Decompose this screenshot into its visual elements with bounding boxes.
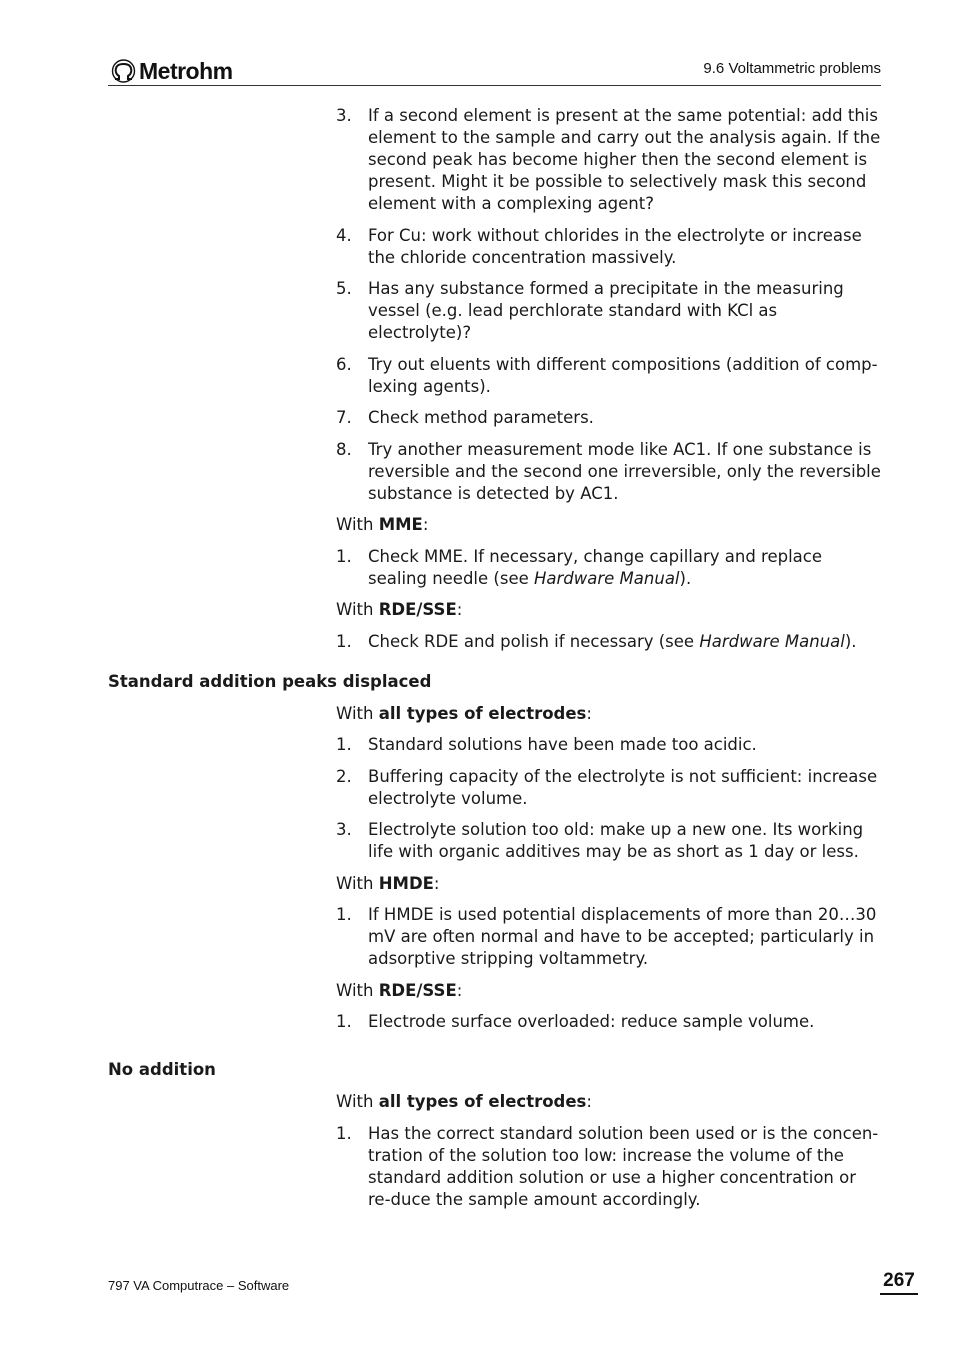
with-hmde-label: With HMDE:: [336, 873, 440, 893]
item-number: 7.: [336, 408, 352, 427]
page-content: [108, 105, 881, 1220]
item-number: 1.: [336, 905, 352, 924]
header-divider: [108, 85, 881, 86]
item-number: 1.: [336, 1012, 352, 1031]
item-number: 1.: [336, 546, 352, 566]
with-all-types-label: With all types of electrodes:: [336, 703, 592, 723]
top-list: [336, 105, 881, 653]
list-item: [336, 407, 881, 429]
item-number: 3.: [336, 820, 352, 839]
with-all-types-label: With all types of electrodes:: [336, 1092, 592, 1111]
omega-logo-icon: [110, 58, 137, 84]
item-text: Has the correct standard solution been used or is the concen-tration of the solution too low: increase the volume of the standard addition solution or use a higher concentration or re-duce the sample amount accordingly.: [368, 1123, 879, 1209]
item-text: Try another measurement mode like AC1. If one substance is reversible and the second one irreversible, only the reversible substance is detected by AC1.: [368, 439, 881, 503]
item-text: If a second element is present at the same potential: add this element to the sample and carry out the analysis again. If the second peak has become higher then the second element is present. Might it be possible to selectively mask this second element with a complexing agent?: [368, 106, 881, 213]
list-item: [336, 1011, 881, 1033]
item-text: For Cu: work without chlorides in the electrolyte or increase the chloride concentration massively.: [368, 225, 862, 267]
list-item: [336, 904, 881, 970]
with-mme-label: With MME:: [336, 515, 429, 534]
item-number: 1.: [336, 1123, 352, 1143]
item-number: 5.: [336, 279, 352, 298]
list-item: [336, 439, 881, 505]
item-text: If HMDE is used potential displacements of more than 20…30 mV are often normal and have to be accepted; particularly in adsorptive stripping voltammetry.: [368, 905, 877, 968]
page-number: 267: [880, 1270, 918, 1295]
metrohm-logo: [110, 58, 233, 84]
item-number: 1.: [336, 735, 352, 754]
item-number: 2.: [336, 766, 352, 786]
list-item: [336, 546, 881, 590]
item-text: Check MME. If necessary, change capillary and replace sealing needle (see Hardware Manual).: [368, 546, 823, 588]
item-text: Electrode surface overloaded: reduce sample volume.: [368, 1012, 815, 1031]
item-text: Try out eluents with different compositions (addition of comp-lexing agents).: [368, 354, 878, 396]
item-number: 4.: [336, 225, 352, 245]
list-item: [336, 278, 881, 344]
with-rde-label: With RDE/SSE:: [336, 980, 463, 1000]
section-no-addition: [336, 1091, 881, 1211]
list-item: [336, 766, 881, 810]
section-standard-addition: [336, 703, 881, 1034]
list-item: [336, 734, 881, 756]
item-number: 1.: [336, 631, 352, 651]
section-heading-no-addition: No addition: [108, 1060, 216, 1079]
item-text: Check method parameters.: [368, 408, 594, 427]
item-text: Buffering capacity of the electrolyte is not sufficient: increase electrolyte volume.: [368, 766, 878, 808]
item-text: Electrolyte solution too old: make up a new one. Its working life with organic additives may be as short as 1 day or less.: [368, 820, 864, 861]
list-item: [336, 354, 881, 398]
list-item: [336, 105, 881, 215]
list-item: [336, 819, 881, 863]
section-heading-standard-addition: Standard addition peaks displaced: [108, 671, 432, 691]
logo-text: Metrohm: [139, 58, 233, 84]
list-item: [336, 631, 881, 653]
section-title: 9.6 Voltammetric problems: [703, 60, 881, 77]
item-text: Standard solutions have been made too acidic.: [368, 735, 757, 754]
footer-product: 797 VA Computrace – Software: [108, 1278, 290, 1293]
item-text: Check RDE and polish if necessary (see Hardware Manual).: [368, 631, 857, 651]
list-item: [336, 1123, 881, 1211]
item-text: Has any substance formed a precipitate in the measuring vessel (e.g. lead perchlorate standard with KCl as electrolyte)?: [368, 279, 844, 342]
with-rde-label: With RDE/SSE:: [336, 600, 463, 619]
item-number: 6.: [336, 354, 352, 374]
item-number: 3.: [336, 106, 352, 125]
list-item: [336, 225, 881, 269]
item-number: 8.: [336, 439, 352, 459]
